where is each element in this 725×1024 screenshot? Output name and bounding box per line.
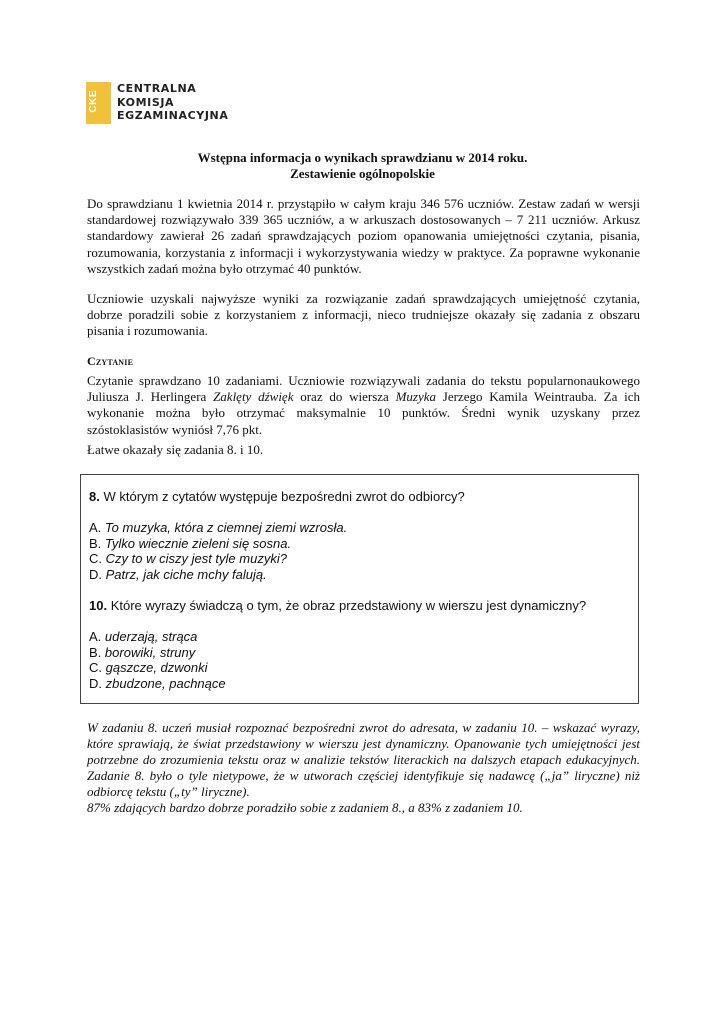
logo-line-2: KOMISJA — [117, 95, 175, 109]
commentary-results: 87% zdających bardzo dobrze poradziło sobie z zadaniem 8., a 83% z zadaniem 10. — [87, 800, 523, 815]
reading-paragraph — [87, 373, 640, 438]
commentary-text: W zadaniu 8. uczeń musiał rozpoznać bezpośredni zwrot do adresata, w zadaniu 10. – wskazać wyrazy, które sprawiają, że świat przedstawiony w wierszu jest dynamiczny. Opanowanie tych umiejętności jest potrzebne do zrozumienia tekstu oraz w analizie tekstów literackich na dalszych etapach edukacyjnych. Zadanie 8. było o tyle nietypowe, że w utworach częściej identyfikuje się nadawcę („ja” liryczne) niż odbiorcę tekstu („ty” liryczne). — [87, 720, 640, 799]
section-heading: Czytanie — [87, 354, 134, 368]
intro-paragraph: Do sprawdzianu 1 kwietnia 2014 r. przystąpiło w całym kraju 346 576 uczniów. Zestaw zadań w wersji standardowej rozwiązywało 339 365 uczniów, a w arkuszach dostosowanych – 7 211 uczniów. Arkusz standardowy zawierał 26 zadań sprawdzających poziom opanowania umiejętności czytania, pisania, rozumowania, korzystania z informacji i wykorzystywania wiedzy w praktyce. Za poprawne wykonanie wszystkich zadań można było otrzymać 40 punktów. — [87, 196, 640, 276]
work-title-2: Muzyka — [395, 389, 437, 405]
commentary — [87, 720, 640, 816]
task-10-text: Które wyrazy świadczą o tym, że obraz przedstawiony w wierszu jest dynamiczny? — [110, 598, 587, 613]
task-8-number: 8. — [89, 489, 100, 504]
title-line-1: Wstępna informacja o wynikach sprawdzianu w 2014 roku. — [197, 150, 528, 165]
task-8-question — [89, 489, 630, 505]
work-title-1: Zaklęty dźwięk — [213, 389, 294, 405]
task-10-answer-d: D. zbudzone, pachnące — [89, 675, 226, 691]
reading-text-2: oraz do wiersza — [293, 389, 396, 405]
logo-line-1: CENTRALNA — [117, 82, 197, 95]
task-10-answer-b: B. borowiki, struny — [89, 644, 196, 660]
easy-tasks-note: Łatwe okazały się zadania 8. i 10. — [87, 442, 264, 457]
task-10-question — [89, 598, 630, 614]
reading-text-3: Jerzego Kamila Weintrauba. Za ich wykonanie można było otrzymać maksymalnie 10 punktów. Średni wynik uzyskany przez szóstoklasistów wyniósł 7,76 pkt. — [87, 389, 640, 437]
reading-text-1: Czytanie sprawdzano 10 zadaniami. Uczniowie rozwiązywali zadania do tekstu popularnonaukowego Juliusza J. Herlingera — [87, 373, 640, 405]
task-10-answer-c: C. gąszcze, dzwonki — [89, 660, 208, 675]
tasks-box — [80, 474, 639, 704]
logo-mark-text: CKE — [88, 90, 99, 113]
task-10-answers — [89, 629, 226, 691]
cke-logo-mark — [86, 82, 111, 124]
task-10-number: 10. — [89, 598, 108, 613]
task-8-text: W którym z cytatów występuje bezpośredni zwrot do odbiorcy? — [103, 489, 465, 504]
document-title — [90, 150, 635, 182]
task-8-answer-b: B. Tylko wiecznie zieleni się sosna. — [89, 535, 292, 551]
task-10-answer-a: A. uderzają, strąca — [89, 629, 198, 644]
task-8-answer-a: A. To muzyka, która z ciemnej ziemi wzrosła. — [89, 520, 348, 535]
task-8-answer-d: D. Patrz, jak ciche mchy falują. — [89, 566, 267, 582]
task-8-answer-c: C. Czy to w ciszy jest tyle muzyki? — [89, 551, 287, 566]
results-paragraph: Uczniowie uzyskali najwyższe wyniki za rozwiązanie zadań sprawdzających umiejętność czytania, dobrze poradzili sobie z korzystaniem z informacji, nieco trudniejsze okazały się zadania z obszaru pisania i rozumowania. — [87, 291, 640, 339]
cke-logo — [86, 82, 228, 124]
title-line-2: Zestawienie ogólnopolskie — [290, 166, 435, 181]
logo-line-3: EGZAMINACYJNA — [117, 109, 229, 122]
task-8-answers — [89, 520, 347, 582]
logo-text — [117, 82, 228, 124]
